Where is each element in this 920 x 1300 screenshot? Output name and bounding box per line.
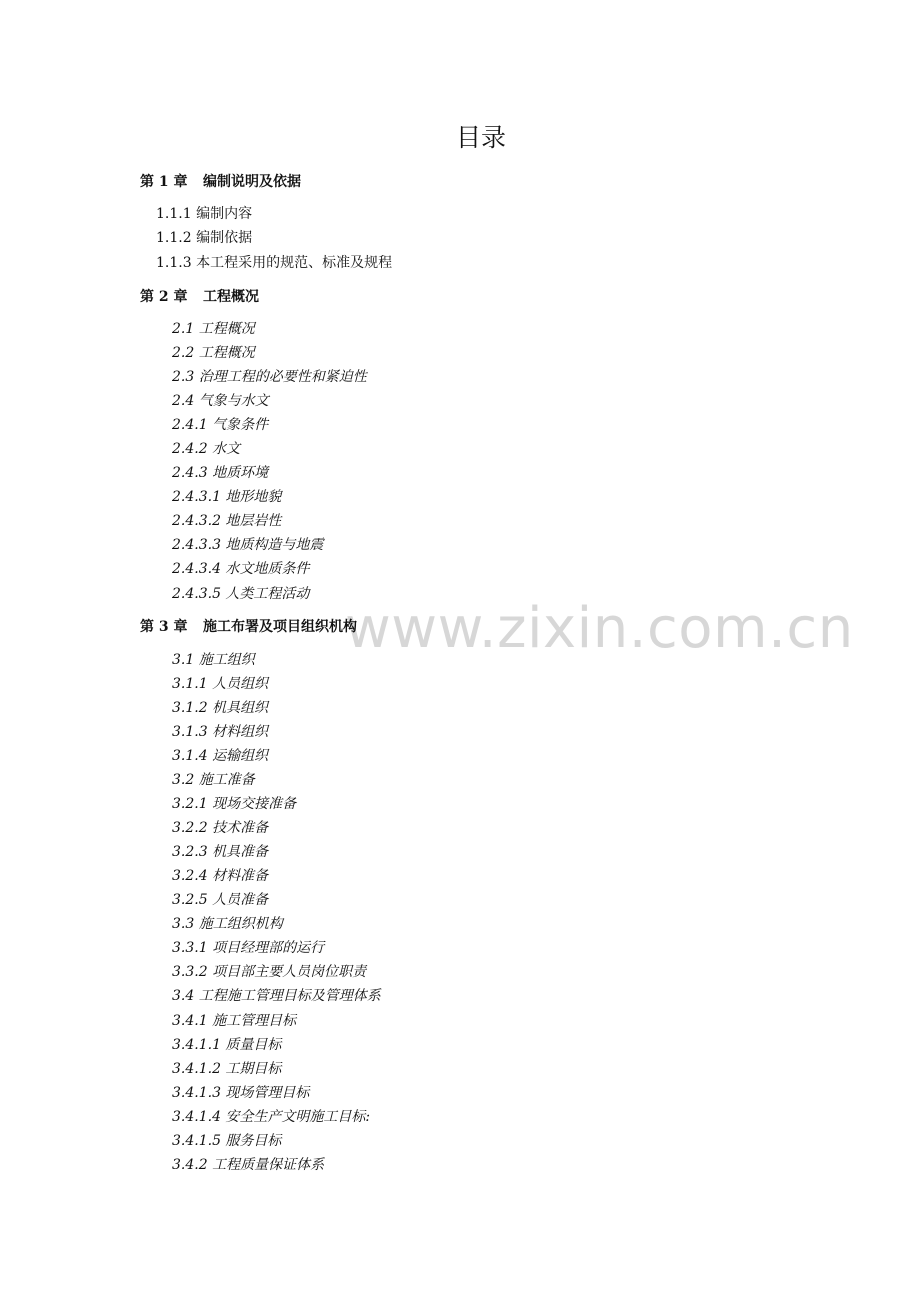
toc-entry[interactable]: 2.4.3 地质环境 (172, 465, 269, 481)
toc-entry[interactable]: 3.3 施工组织机构 (172, 916, 283, 932)
toc-entry[interactable]: 3.1 施工组织 (172, 652, 255, 668)
toc-entry[interactable]: 1.1.2 编制依据 (156, 230, 253, 246)
toc-entry[interactable]: 3.4.1 施工管理目标 (172, 1013, 297, 1029)
toc-entry[interactable]: 3.4.1.4 安全生产文明施工目标: (172, 1109, 371, 1125)
chapter-title: 施工布署及项目组织机构 (203, 619, 357, 635)
toc-entry[interactable]: 2.4.3.1 地形地貌 (172, 489, 282, 505)
toc-entry[interactable]: 2.4.3.5 人类工程活动 (172, 586, 310, 602)
toc-entry[interactable]: 3.2.3 机具准备 (172, 844, 269, 860)
toc-entry[interactable]: 3.2.2 技术准备 (172, 820, 269, 836)
toc-entry[interactable]: 3.2.4 材料准备 (172, 868, 269, 884)
toc-entry[interactable]: 3.4.2 工程质量保证体系 (172, 1157, 325, 1173)
toc-entry[interactable]: 3.4.1.5 服务目标 (172, 1133, 282, 1149)
toc-entry[interactable]: 2.4.3.2 地层岩性 (172, 513, 282, 529)
toc-chapter-heading[interactable] (140, 287, 259, 307)
toc-entry[interactable]: 3.2 施工准备 (172, 772, 255, 788)
chapter-title: 工程概况 (203, 289, 259, 305)
toc-entry[interactable]: 3.3.2 项目部主要人员岗位职责 (172, 964, 367, 980)
toc-entry[interactable]: 2.4 气象与水文 (172, 393, 269, 409)
chapter-number: 第 3 章 (140, 619, 188, 635)
toc-chapter-heading[interactable] (140, 172, 301, 192)
toc-entry[interactable]: 3.4.1.1 质量目标 (172, 1037, 282, 1053)
toc-entry[interactable]: 2.4.1 气象条件 (172, 417, 269, 433)
toc-entry[interactable]: 2.4.2 水文 (172, 441, 241, 457)
toc-entry[interactable]: 3.3.1 项目经理部的运行 (172, 940, 325, 956)
toc-entry[interactable]: 3.1.2 机具组织 (172, 700, 269, 716)
watermark: www.zixin.com.cn (345, 596, 854, 661)
chapter-number: 第 2 章 (140, 289, 188, 305)
toc-entry[interactable]: 3.1.1 人员组织 (172, 676, 269, 692)
toc-title: 目录 (455, 123, 506, 152)
toc-chapter-heading[interactable] (140, 617, 357, 637)
toc-entry[interactable]: 3.2.1 现场交接准备 (172, 796, 297, 812)
toc-entry[interactable]: 2.1 工程概况 (172, 321, 255, 337)
toc-entry[interactable]: 3.2.5 人员准备 (172, 892, 269, 908)
toc-entry[interactable]: 3.4.1.3 现场管理目标 (172, 1085, 310, 1101)
toc-entry[interactable]: 2.2 工程概况 (172, 345, 255, 361)
toc-entry[interactable]: 3.1.4 运输组织 (172, 748, 269, 764)
chapter-number: 第 1 章 (140, 174, 188, 190)
toc-entry[interactable]: 2.3 治理工程的必要性和紧迫性 (172, 369, 367, 385)
toc-entry[interactable]: 3.4 工程施工管理目标及管理体系 (172, 988, 381, 1004)
toc-entry[interactable]: 3.1.3 材料组织 (172, 724, 269, 740)
toc-entry[interactable]: 1.1.1 编制内容 (156, 206, 253, 222)
toc-entry[interactable]: 2.4.3.4 水文地质条件 (172, 561, 310, 577)
chapter-title: 编制说明及依据 (203, 174, 301, 190)
toc-entry[interactable]: 3.4.1.2 工期目标 (172, 1061, 282, 1077)
toc-entry[interactable]: 2.4.3.3 地质构造与地震 (172, 537, 324, 553)
toc-entry[interactable]: 1.1.3 本工程采用的规范、标准及规程 (156, 255, 393, 271)
